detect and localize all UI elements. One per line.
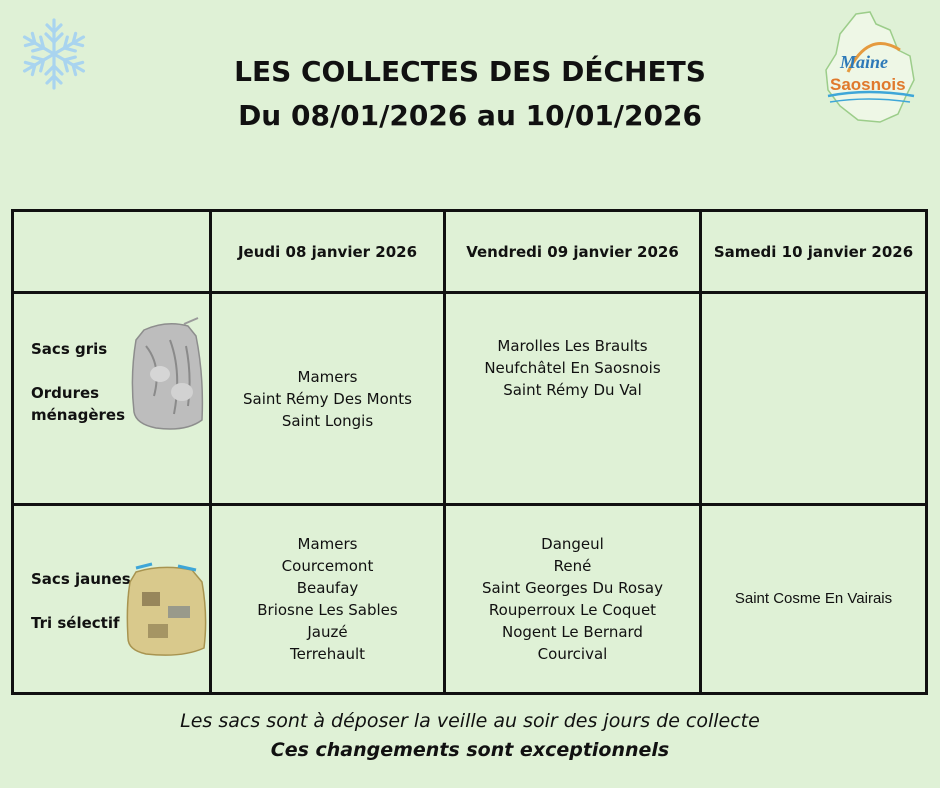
town-name: Marolles Les Braults bbox=[497, 337, 648, 355]
logo-text-saosnois: Saosnois bbox=[830, 75, 906, 94]
page-title bbox=[0, 50, 940, 138]
row-label-sacs-gris: Sacs gris bbox=[31, 340, 108, 358]
cell-jaunes-vendredi bbox=[445, 505, 701, 694]
town-name: Briosne Les Sables bbox=[257, 601, 398, 619]
header-day-1: Jeudi 08 janvier 2026 bbox=[211, 211, 445, 293]
row-header-sacs-jaunes bbox=[13, 505, 211, 694]
town-name: Beaufay bbox=[296, 579, 359, 597]
town-name: Rouperroux Le Coquet bbox=[488, 601, 657, 619]
yellow-bag-icon bbox=[122, 562, 212, 658]
footer-line-2: Ces changements sont exceptionnels bbox=[270, 739, 670, 761]
header-row bbox=[13, 211, 927, 293]
town-name: Saint Rémy Des Monts bbox=[243, 389, 412, 408]
town-name: Saint Cosme En Vairais bbox=[734, 590, 893, 607]
cell-gris-samedi bbox=[701, 293, 927, 505]
town-name: Dangeul bbox=[541, 535, 604, 553]
row-sacs-jaunes bbox=[13, 505, 927, 694]
cell-gris-vendredi bbox=[445, 293, 701, 505]
logo-text-maine: Maine bbox=[840, 52, 889, 72]
header-day-3: Samedi 10 janvier 2026 bbox=[701, 211, 927, 293]
row-sublabel-line1: Tri sélectif bbox=[31, 614, 120, 632]
town-name: Jauzé bbox=[307, 623, 348, 641]
row-header-sacs-gris bbox=[13, 293, 211, 505]
row-sacs-gris bbox=[13, 293, 927, 505]
town-name: Terrehault bbox=[289, 645, 366, 663]
header-corner-cell bbox=[13, 211, 211, 293]
town-name: Courcemont bbox=[281, 557, 374, 575]
footer-notice bbox=[0, 707, 940, 765]
town-name: Nogent Le Bernard bbox=[502, 623, 643, 641]
town-name: Neufchâtel En Saosnois bbox=[484, 359, 661, 377]
cell-jaunes-jeudi bbox=[211, 505, 445, 694]
collection-schedule-table bbox=[11, 209, 928, 695]
row-label-sacs-jaunes: Sacs jaunes bbox=[31, 570, 131, 588]
town-name: Mamers bbox=[297, 535, 358, 553]
town-name: Courcival bbox=[537, 645, 608, 663]
town-name: Saint Georges Du Rosay bbox=[482, 579, 663, 597]
cell-jaunes-samedi bbox=[701, 505, 927, 694]
town-name: Mamers bbox=[297, 367, 358, 386]
footer-line-1: Les sacs sont à déposer la veille au soir des jours de collecte bbox=[180, 710, 760, 732]
grey-bag-icon bbox=[126, 316, 210, 434]
cell-gris-jeudi bbox=[211, 293, 445, 505]
row-sublabel-line1: Ordures bbox=[31, 384, 100, 402]
town-name: René bbox=[553, 557, 592, 575]
town-name: Saint Longis bbox=[281, 411, 374, 430]
header-day-2: Vendredi 09 janvier 2026 bbox=[445, 211, 701, 293]
title-line-1: LES COLLECTES DES DÉCHETS bbox=[234, 55, 706, 88]
title-line-2: Du 08/01/2026 au 10/01/2026 bbox=[238, 99, 702, 132]
town-name: Saint Rémy Du Val bbox=[503, 381, 642, 399]
row-sublabel-line2: ménagères bbox=[31, 406, 126, 424]
